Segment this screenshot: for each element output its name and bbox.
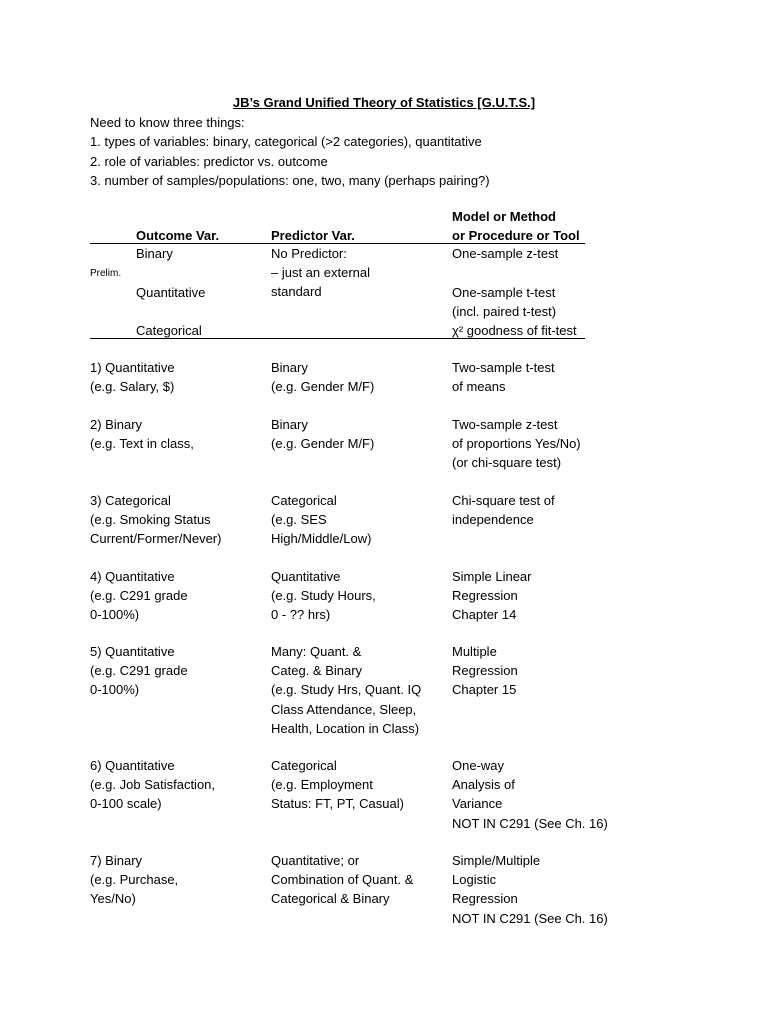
row-2-predictor [271,415,374,453]
cell-line: (e.g. Salary, $) [90,379,175,395]
cell-line: (e.g. Study Hours, [271,588,376,604]
prelim-predictor [271,244,370,302]
prelim-method: One-sample z-test [452,246,559,261]
cell-line: 0-100%) [90,607,140,623]
cell-line: (e.g. Smoking Status [90,512,211,528]
cell-line: (e.g. C291 grade [90,663,188,679]
prelim-outcome: Binary [136,246,173,261]
cell-line: Yes/No) [90,891,136,907]
prelim-method-line: One-sample t-test [452,285,556,300]
cell-line: (e.g. Purchase, [90,872,179,888]
cell-line: Simple Linear [452,569,532,584]
row-5-predictor [271,642,421,738]
document-title: JB’s Grand Unified Theory of Statistics [G.U.T.S.] [232,95,536,110]
cell-line: NOT IN C291 (See Ch. 16) [452,910,608,926]
cell-line: (e.g. Job Satisfaction, [90,777,216,793]
cell-line: One-way [452,758,505,773]
cell-line: Chapter 15 [452,682,517,698]
cell-line: of means [452,379,506,395]
intro-line: Need to know three things: [90,115,245,130]
cell-line: 6) Quantitative [90,758,175,773]
cell-line: Categorical & Binary [271,891,390,907]
intro-line: 1. types of variables: binary, categorical (>2 categories), quantitative [90,134,482,150]
cell-line: Two-sample t-test [452,360,555,375]
cell-line: (or chi-square test) [452,455,562,471]
cell-line: Chi-square test of [452,493,555,508]
cell-line: Variance [452,796,503,812]
prelim-method-line: (incl. paired t-test) [452,304,557,320]
row-2-outcome [90,415,194,453]
cell-line: Regression [452,663,518,679]
intro-line: 3. number of samples/populations: one, two, many (perhaps pairing?) [90,172,490,188]
cell-line: Binary [271,360,308,375]
row-6-predictor [271,756,404,814]
prelim-method-line: χ² goodness of fit-test [452,323,577,339]
cell-line: independence [452,512,534,528]
cell-line: 0-100%) [90,682,140,698]
cell-line: Simple/Multiple [452,853,541,868]
cell-line: (e.g. Gender M/F) [271,436,375,452]
cell-line: (e.g. C291 grade [90,588,188,604]
cell-line: 0-100 scale) [90,796,162,812]
row-3-outcome [90,491,221,549]
row-2-method [452,415,581,473]
cell-line: Class Attendance, Sleep, [271,701,417,717]
cell-line: of proportions Yes/No) [452,436,581,452]
row-7-predictor [271,851,413,909]
cell-line: Categ. & Binary [271,663,363,679]
cell-line: Analysis of [452,777,515,793]
prelim-predictor-line: – just an external [271,265,371,281]
cell-line: Quantitative [271,569,341,584]
cell-line: Two-sample z-test [452,417,558,432]
cell-line: High/Middle/Low) [271,531,372,547]
cell-line: (e.g. Study Hrs, Quant. IQ [271,682,422,698]
row-1-method [452,358,555,396]
prelim-predictor-line: No Predictor: [271,246,347,261]
cell-line: Categorical [271,493,337,508]
cell-line: Categorical [271,758,337,773]
header-outcome: Outcome Var. [136,228,220,243]
cell-line: Regression [452,891,518,907]
row-4-method [452,567,532,625]
cell-line: (e.g. Gender M/F) [271,379,375,395]
cell-line: Health, Location in Class) [271,720,420,736]
row-4-predictor [271,567,376,625]
prelim-divider [90,338,585,339]
header-method [452,207,580,245]
row-7-outcome [90,851,178,909]
intro-line: 2. role of variables: predictor vs. outcome [90,153,328,169]
prelim-predictor-line: standard [271,284,322,300]
cell-line: 0 - ?? hrs) [271,607,331,623]
row-6-outcome [90,756,215,814]
cell-line: Chapter 14 [452,607,517,623]
header-method-line: Model or Method [452,209,556,224]
prelim-outcome: Quantitative [136,285,206,300]
intro-block [90,113,490,190]
cell-line: Regression [452,588,518,604]
header-predictor: Predictor Var. [271,228,355,243]
cell-line: Many: Quant. & [271,644,362,659]
cell-line: Multiple [452,644,497,659]
cell-line: NOT IN C291 (See Ch. 16) [452,815,608,831]
cell-line: 5) Quantitative [90,644,175,659]
cell-line: (e.g. Text in class, [90,436,194,452]
cell-line: Logistic [452,872,497,888]
row-3-predictor [271,491,371,549]
header-method-line: or Procedure or Tool [452,228,580,243]
cell-line: Status: FT, PT, Casual) [271,796,404,812]
cell-line: Quantitative; or [271,853,360,868]
cell-line: 1) Quantitative [90,360,175,375]
prelim-label: Prelim. [90,268,122,279]
row-1-predictor [271,358,374,396]
row-1-outcome [90,358,175,396]
cell-line: Current/Former/Never) [90,531,222,547]
row-3-method [452,491,555,529]
row-5-outcome [90,642,188,700]
cell-line: 4) Quantitative [90,569,175,584]
cell-line: (e.g. Employment [271,777,373,793]
cell-line: 2) Binary [90,417,143,432]
cell-line: Binary [271,417,308,432]
cell-line: Combination of Quant. & [271,872,414,888]
prelim-outcome: Categorical [136,323,202,338]
row-6-method [452,756,608,833]
cell-line: (e.g. SES [271,512,327,528]
cell-line: 3) Categorical [90,493,171,508]
row-7-method [452,851,608,928]
prelim-method [452,283,577,341]
row-4-outcome [90,567,188,625]
row-5-method [452,642,518,700]
cell-line: 7) Binary [90,853,143,868]
